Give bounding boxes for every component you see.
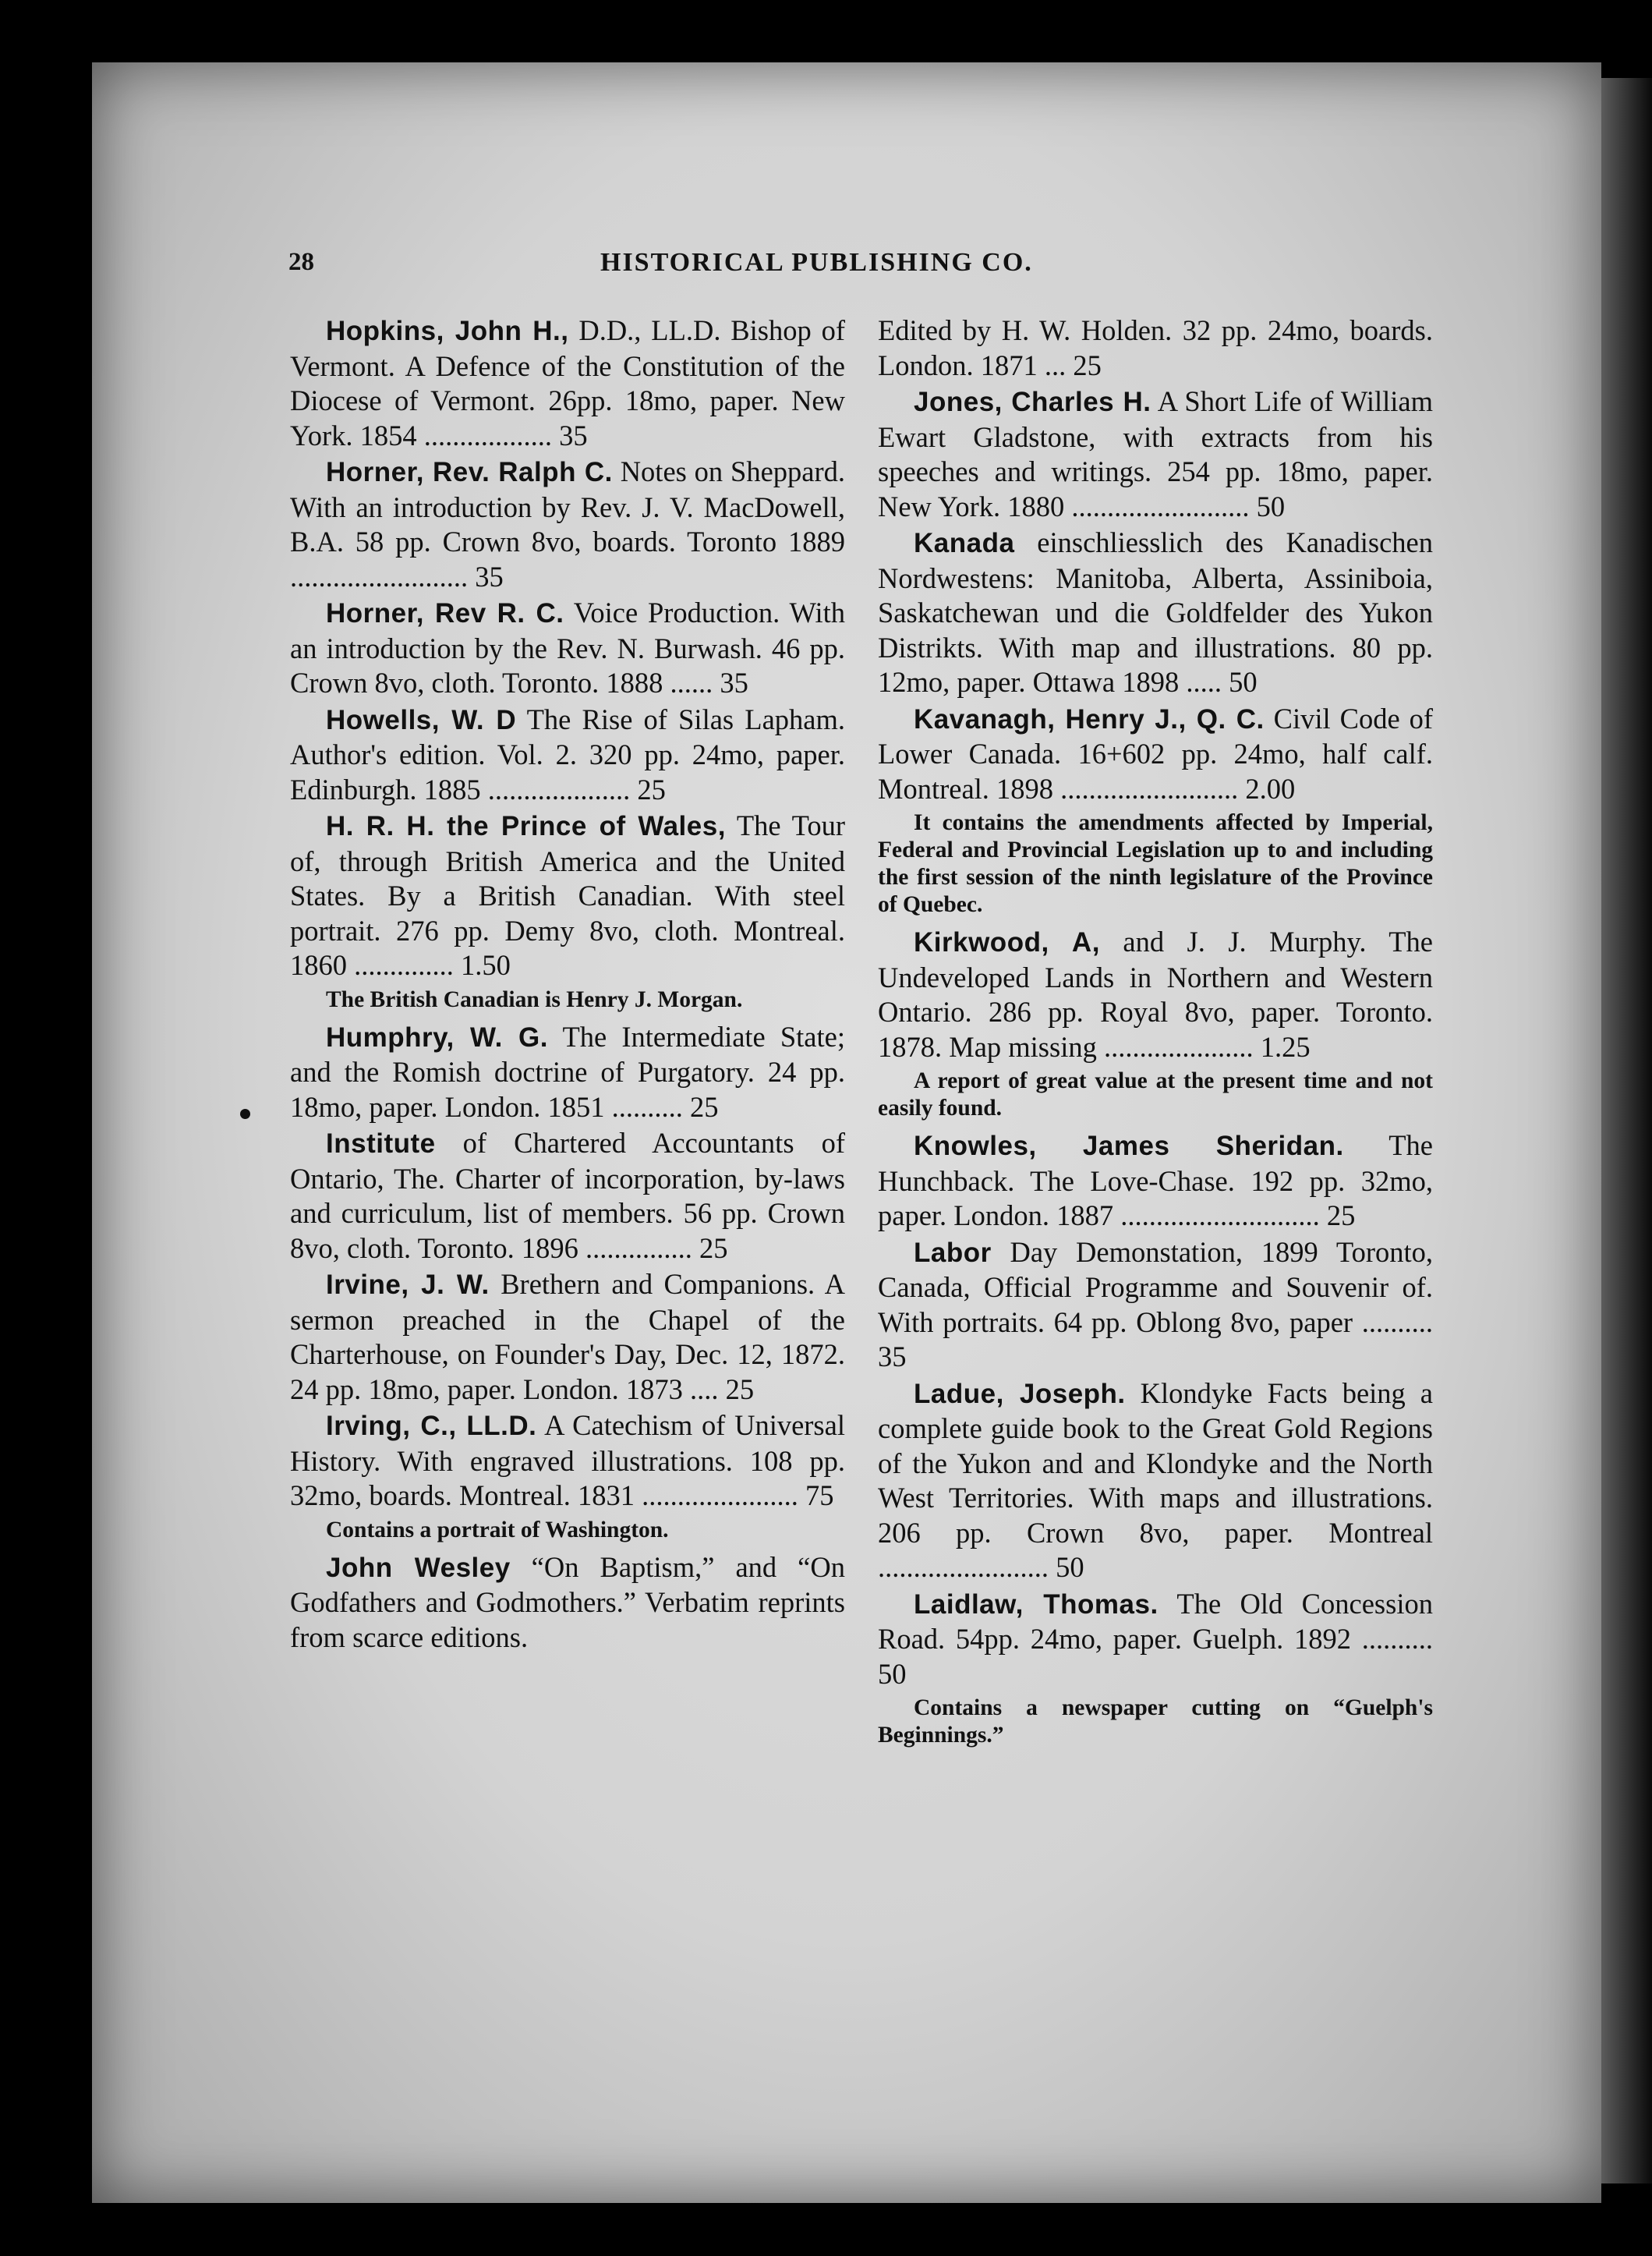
entry-heading: Irvine, J. W. bbox=[326, 1270, 490, 1300]
catalogue-entry bbox=[290, 1408, 845, 1514]
entry-heading: Laidlaw, Thomas. bbox=[914, 1588, 1159, 1620]
right-column bbox=[878, 313, 1433, 1755]
entry-heading: Hopkins, John H., bbox=[326, 316, 569, 346]
page-header bbox=[288, 248, 1396, 287]
entry-note: Contains a newspaper cutting on “Guelph's Beginnings.” bbox=[878, 1695, 1433, 1748]
catalogue-entry bbox=[290, 313, 845, 453]
entry-heading: Howells, W. D bbox=[326, 704, 517, 735]
entry-description: Voice Production. With an introduction by the Rev. N. Burwash. 46 pp. Crown 8vo, cloth. Toronto. 1888 ...... 35 bbox=[290, 597, 845, 699]
left-column bbox=[290, 313, 845, 1656]
entry-description: A Catechism of Universal History. With engraved illustrations. 108 pp. 32mo, boards. Montreal. 1831 ...................... 75 bbox=[290, 1409, 845, 1511]
catalogue-entry bbox=[290, 809, 845, 983]
entry-note: The British Canadian is Henry J. Morgan. bbox=[326, 986, 743, 1012]
entry-heading: Humphry, W. G. bbox=[326, 1022, 548, 1053]
entry-description: “On Baptism,” and “On Godfathers and Godmothers.” Verbatim reprints from scarce editions. bbox=[290, 1550, 845, 1653]
entry-description: The Tour of, through British America and the United States. By a British Canadian. With steel portrait. 276 pp. Demy 8vo, cloth. Montreal. 1860 .............. 1.50 bbox=[290, 809, 845, 981]
catalogue-entry bbox=[878, 925, 1433, 1064]
catalogue-entry bbox=[290, 1126, 845, 1266]
entry-heading: Ladue, Joseph. bbox=[914, 1378, 1126, 1409]
catalogue-entry bbox=[290, 1267, 845, 1407]
catalogue-entry bbox=[878, 1376, 1433, 1585]
entry-description: einschliesslich des Kanadischen Nordwestens: Manitoba, Alberta, Assiniboia, Saskatchewan und die Goldfelder des Yukon Distrikts. With map and illustrations. 80 pp. 12mo, paper. Ottawa 1898 ..... 50 bbox=[878, 526, 1433, 698]
entry-heading: Horner, Rev R. C. bbox=[326, 598, 564, 629]
entry-description: The Rise of Silas Lapham. Author's edition. Vol. 2. 320 pp. 24mo, paper. Edinburgh. 1885 .................... 25 bbox=[290, 703, 845, 806]
entry-description: and J. J. Murphy. The Undeveloped Lands in Northern and Western Ontario. 286 pp. Royal 8vo, paper. Toronto. 1878. Map missing ..................... 1.25 bbox=[878, 926, 1433, 1063]
entry-description: Civil Code of Lower Canada. 16+602 pp. 24mo, half calf. Montreal. 1898 ......................... 2.00 bbox=[878, 702, 1433, 805]
entry-heading: Irving, C., LL.D. bbox=[326, 1411, 537, 1441]
entry-description: D.D., LL.D. Bishop of Vermont. A Defence of the Constitution of the Diocese of Vermont. 26pp. 18mo, paper. New York. 1854 .................. 35 bbox=[290, 314, 845, 452]
margin-dot-mark bbox=[240, 1109, 250, 1119]
entry-note: It contains the amendments affected by Imperial, Federal and Provincial Legislation up to and including the first session of the ninth legislature of the Province of Quebec. bbox=[878, 810, 1433, 917]
catalogue-entry bbox=[878, 1128, 1433, 1234]
catalogue-entry bbox=[878, 526, 1433, 700]
catalogue-entry bbox=[878, 1235, 1433, 1375]
entry-heading: Labor bbox=[914, 1237, 992, 1268]
entry-description: Klondyke Facts being a complete guide book to the Great Gold Regions of the Yukon and and Klondyke and the North West Territories. With maps and illustrations. 206 pp. Crown 8vo, paper. Montreal ........................ 50 bbox=[878, 1376, 1433, 1583]
entry-heading: H. R. H. the Prince of Wales, bbox=[326, 811, 726, 841]
entry-heading: Kirkwood, A, bbox=[914, 927, 1100, 958]
entry-description: A Short Life of William Ewart Gladstone, with extracts from his speeches and writings. 254 pp. 18mo, paper. New York. 1880 ......................... 50 bbox=[878, 385, 1434, 522]
entry-description: The Old Concession Road. 54pp. 24mo, paper. Guelph. 1892 .......... 50 bbox=[878, 1587, 1433, 1690]
entry-description: of Chartered Accountants of Ontario, The. Charter of incorporation, by-laws and curriculum, list of members. 56 pp. Crown 8vo, cloth. Toronto. 1896 ............... 25 bbox=[290, 1127, 845, 1264]
entry-heading: Kanada bbox=[914, 528, 1015, 558]
catalogue-entry bbox=[878, 702, 1433, 807]
entry-note: A report of great value at the present time and not easily found. bbox=[878, 1068, 1433, 1121]
entry-heading: Kavanagh, Henry J., Q. C. bbox=[914, 703, 1265, 735]
catalogue-entry bbox=[290, 1020, 845, 1125]
running-head: HISTORICAL PUBLISHING CO. bbox=[600, 248, 1033, 277]
entry-heading: John Wesley bbox=[326, 1552, 511, 1583]
entry-description: Notes on Sheppard. With an introduction by Rev. J. V. MacDowell, B.A. 58 pp. Crown 8vo, boards. Toronto 1889 ......................... 35 bbox=[290, 455, 845, 593]
entry-heading: Horner, Rev. Ralph C. bbox=[326, 457, 613, 487]
entry-heading: Jones, Charles H. bbox=[914, 387, 1151, 417]
entry-description: Day Demonstation, 1899 Toronto, Canada, Official Programme and Souvenir of. With portraits. 64 pp. Oblong 8vo, paper .......... 35 bbox=[878, 1235, 1433, 1372]
catalogue-entry bbox=[290, 596, 845, 701]
page-number: 28 bbox=[288, 248, 314, 276]
page-edge-shadow bbox=[1601, 78, 1652, 2183]
entry-heading: Knowles, James Sheridan. bbox=[914, 1131, 1344, 1161]
entry-description: Brethern and Companions. A sermon preached in the Chapel of the Charterhouse, on Founder's Day, Dec. 12, 1872. 24 pp. 18mo, paper. London. 1873 .... 25 bbox=[290, 1268, 845, 1405]
catalogue-entry bbox=[290, 1550, 845, 1656]
catalogue-entry bbox=[878, 1587, 1433, 1692]
entry-note: Contains a portrait of Washington. bbox=[326, 1517, 669, 1542]
entry-description: The Intermediate State; and the Romish doctrine of Purgatory. 24 pp. 18mo, paper. London. 1851 .......... 25 bbox=[290, 1020, 845, 1123]
catalogue-entry bbox=[878, 384, 1433, 524]
catalogue-entry bbox=[290, 455, 845, 594]
entry-heading: Institute bbox=[326, 1128, 436, 1159]
entry-description: The Hunchback. The Love-Chase. 192 pp. 32mo, paper. London. 1887 ............................ 25 bbox=[878, 1129, 1433, 1231]
catalogue-entry bbox=[290, 703, 845, 808]
entry-continuation: Edited by H. W. Holden. 32 pp. 24mo, boards. London. 1871 ... 25 bbox=[878, 314, 1433, 381]
